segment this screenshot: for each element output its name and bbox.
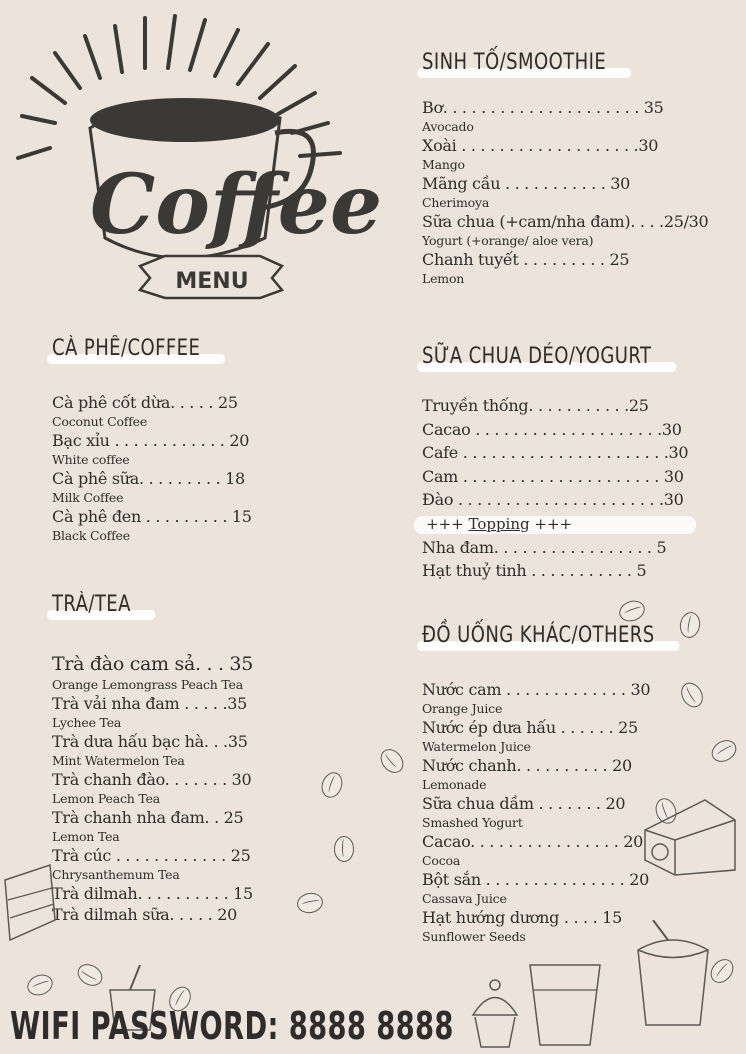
coffee-bean-icon — [318, 769, 346, 800]
menu-item: Cacao . . . . . . . . . . . . . . . . . . . .30 — [422, 419, 682, 439]
coffee-bean-icon — [376, 745, 408, 778]
menu-item: Hạt hướng dương . . . . 15 Sunflower Seeds — [422, 908, 622, 944]
wifi-password: WIFI PASSWORD: 8888 8888 — [10, 1004, 454, 1048]
menu-item: Trà dưa hấu bạc hà. . .35 Mint Watermelon Tea — [52, 732, 248, 768]
menu-item: Trà vải nha đam . . . . .35 Lychee Tea — [52, 694, 248, 730]
menu-item: Cà phê cốt dừa. . . . . 25 Coconut Coffee — [52, 393, 238, 429]
menu-item: Trà dilmah sữa. . . . . 20 — [52, 905, 237, 924]
logo-word: Coffee — [90, 157, 383, 253]
glass-sketch-icon — [520, 945, 610, 1050]
coffee-bean-icon — [295, 891, 324, 915]
smoothie-list — [422, 97, 708, 287]
coffee-section-title: CÀ PHÊ/COFFEE — [52, 336, 200, 361]
menu-item: Chanh tuyết . . . . . . . . . 25 Lemon — [422, 250, 630, 286]
coffee-bean-icon — [616, 597, 647, 625]
coffee-bean-icon — [334, 836, 354, 862]
topping-item: Nha đam. . . . . . . . . . . . . . . . . 5 — [422, 537, 667, 557]
menu-item: Trà cúc . . . . . . . . . . . . 25 Chrysanthemum Tea — [52, 846, 251, 882]
menu-item: Bột sắn . . . . . . . . . . . . . . . 20 Cassava Juice — [422, 870, 649, 906]
menu-item: Cam . . . . . . . . . . . . . . . . . . . . . 30 — [422, 466, 684, 486]
menu-item: Bạc xỉu . . . . . . . . . . . . 20 White coffee — [52, 431, 250, 467]
menu-item: Trà dilmah. . . . . . . . . . 15 — [52, 884, 253, 903]
menu-item: Xoài . . . . . . . . . . . . . . . . . . .30 Mango — [422, 136, 659, 172]
others-section-title: ĐỒ UỐNG KHÁC/OTHERS — [422, 623, 655, 648]
cake-sketch-icon — [625, 790, 740, 880]
tea-list — [52, 652, 253, 925]
menu-item: Cafe . . . . . . . . . . . . . . . . . . . . . .30 — [422, 443, 689, 462]
yogurt-section-title: SỮA CHUA DẺO/YOGURT — [422, 344, 651, 369]
menu-item: Nước ép dưa hấu . . . . . . 25 Watermelon Juice — [422, 718, 638, 754]
coffee-list — [52, 392, 252, 544]
coffee-bean-icon — [678, 610, 702, 639]
coffee-bean-icon — [24, 971, 55, 999]
logo-banner: MENU — [175, 269, 249, 294]
coffee-cup-icon — [10, 8, 390, 318]
menu-item: Sữa chua (+cam/nha đam). . . .25/30 Yogurt (+orange/ aloe vera) — [422, 212, 709, 248]
menu-item: Cà phê sữa. . . . . . . . . 18 Milk Coffee — [52, 469, 245, 505]
others-list — [422, 679, 650, 945]
coffee-bean-icon — [677, 679, 707, 712]
menu-item: Đào . . . . . . . . . . . . . . . . . . . . . .30 — [422, 490, 684, 509]
menu-item: Mãng cầu . . . . . . . . . . . 30 Cherimoya — [422, 174, 631, 210]
coffee-logo — [10, 8, 390, 318]
menu-item: Cà phê đen . . . . . . . . . 15 Black Coffee — [52, 507, 252, 543]
menu-item: Bơ. . . . . . . . . . . . . . . . . . . . . 35 Avocado — [422, 98, 664, 134]
cupcake-sketch-icon — [465, 975, 525, 1050]
coffee-bean-icon — [708, 736, 741, 766]
topping-item: Hạt thuỷ tinh . . . . . . . . . . . 5 — [422, 561, 647, 580]
topping-heading: +++ Topping +++ — [426, 512, 688, 536]
smoothie-section-title: SINH TỐ/SMOOTHIE — [422, 50, 606, 75]
tea-section-title: TRÀ/TEA — [52, 592, 131, 617]
yogurt-list — [422, 394, 688, 583]
menu-item: Nước cam . . . . . . . . . . . . . 30 Orange Juice — [422, 680, 651, 716]
menu-item: Cacao. . . . . . . . . . . . . . . . 20 Cocoa — [422, 832, 644, 868]
menu-item: Sữa chua dầm . . . . . . . 20 Smashed Yogurt — [422, 794, 626, 830]
milkshake-sketch-icon — [628, 920, 718, 1030]
cake-slice-sketch-icon — [0, 860, 60, 960]
menu-item: Nước chanh. . . . . . . . . . 20 Lemonade — [422, 756, 632, 792]
menu-item: Trà chanh nha đam. . 25 Lemon Tea — [52, 808, 244, 844]
menu-item: Trà chanh đào. . . . . . . 30 Lemon Peach Tea — [52, 770, 252, 806]
menu-item: Truyền thống. . . . . . . . . . .25 — [422, 396, 649, 415]
menu-item: Trà đào cam sả. . . 35 Orange Lemongrass Peach Tea — [52, 653, 254, 692]
